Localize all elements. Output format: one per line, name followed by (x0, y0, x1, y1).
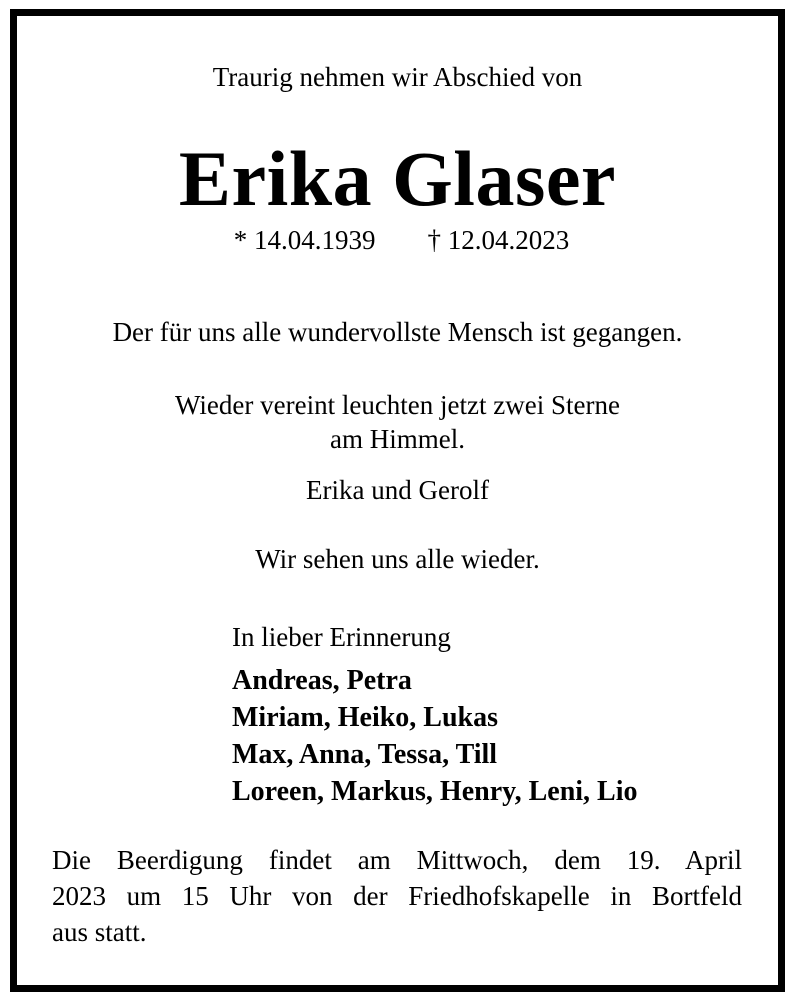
family-line: Max, Anna, Tessa, Till (232, 739, 498, 770)
deceased-name: Erika Glaser (178, 135, 617, 222)
funeral-line-1: Die Beerdigung findet am Mittwoch, dem 19. April (52, 845, 742, 875)
tribute-line: Der für uns alle wundervollste Mensch ist gegangen. (112, 317, 683, 347)
couple-names: Erika und Gerolf (306, 475, 489, 505)
funeral-line-3: aus statt. (52, 917, 147, 947)
stars-verse-line-2: am Himmel. (330, 424, 465, 454)
family-list (232, 662, 638, 810)
memory-heading: In lieber Erinnerung (232, 622, 451, 652)
funeral-line-2: 2023 um 15 Uhr von der Friedhofskapelle in Bortfeld (52, 881, 742, 911)
family-line: Andreas, Petra (232, 665, 412, 696)
intro-text: Traurig nehmen wir Abschied von (212, 62, 583, 92)
birth-date: * 14.04.1939 (233, 225, 376, 255)
stars-verse-line-1: Wieder vereint leuchten jetzt zwei Sterne (175, 390, 620, 420)
reunion-line: Wir sehen uns alle wieder. (255, 544, 540, 574)
life-dates (17, 224, 778, 256)
family-line: Loreen, Markus, Henry, Leni, Lio (232, 776, 638, 807)
family-line: Miriam, Heiko, Lukas (232, 702, 499, 733)
obituary-frame (10, 9, 785, 992)
stars-verse (17, 388, 778, 456)
death-date: † 12.04.2023 (427, 225, 570, 255)
funeral-info (52, 842, 742, 950)
